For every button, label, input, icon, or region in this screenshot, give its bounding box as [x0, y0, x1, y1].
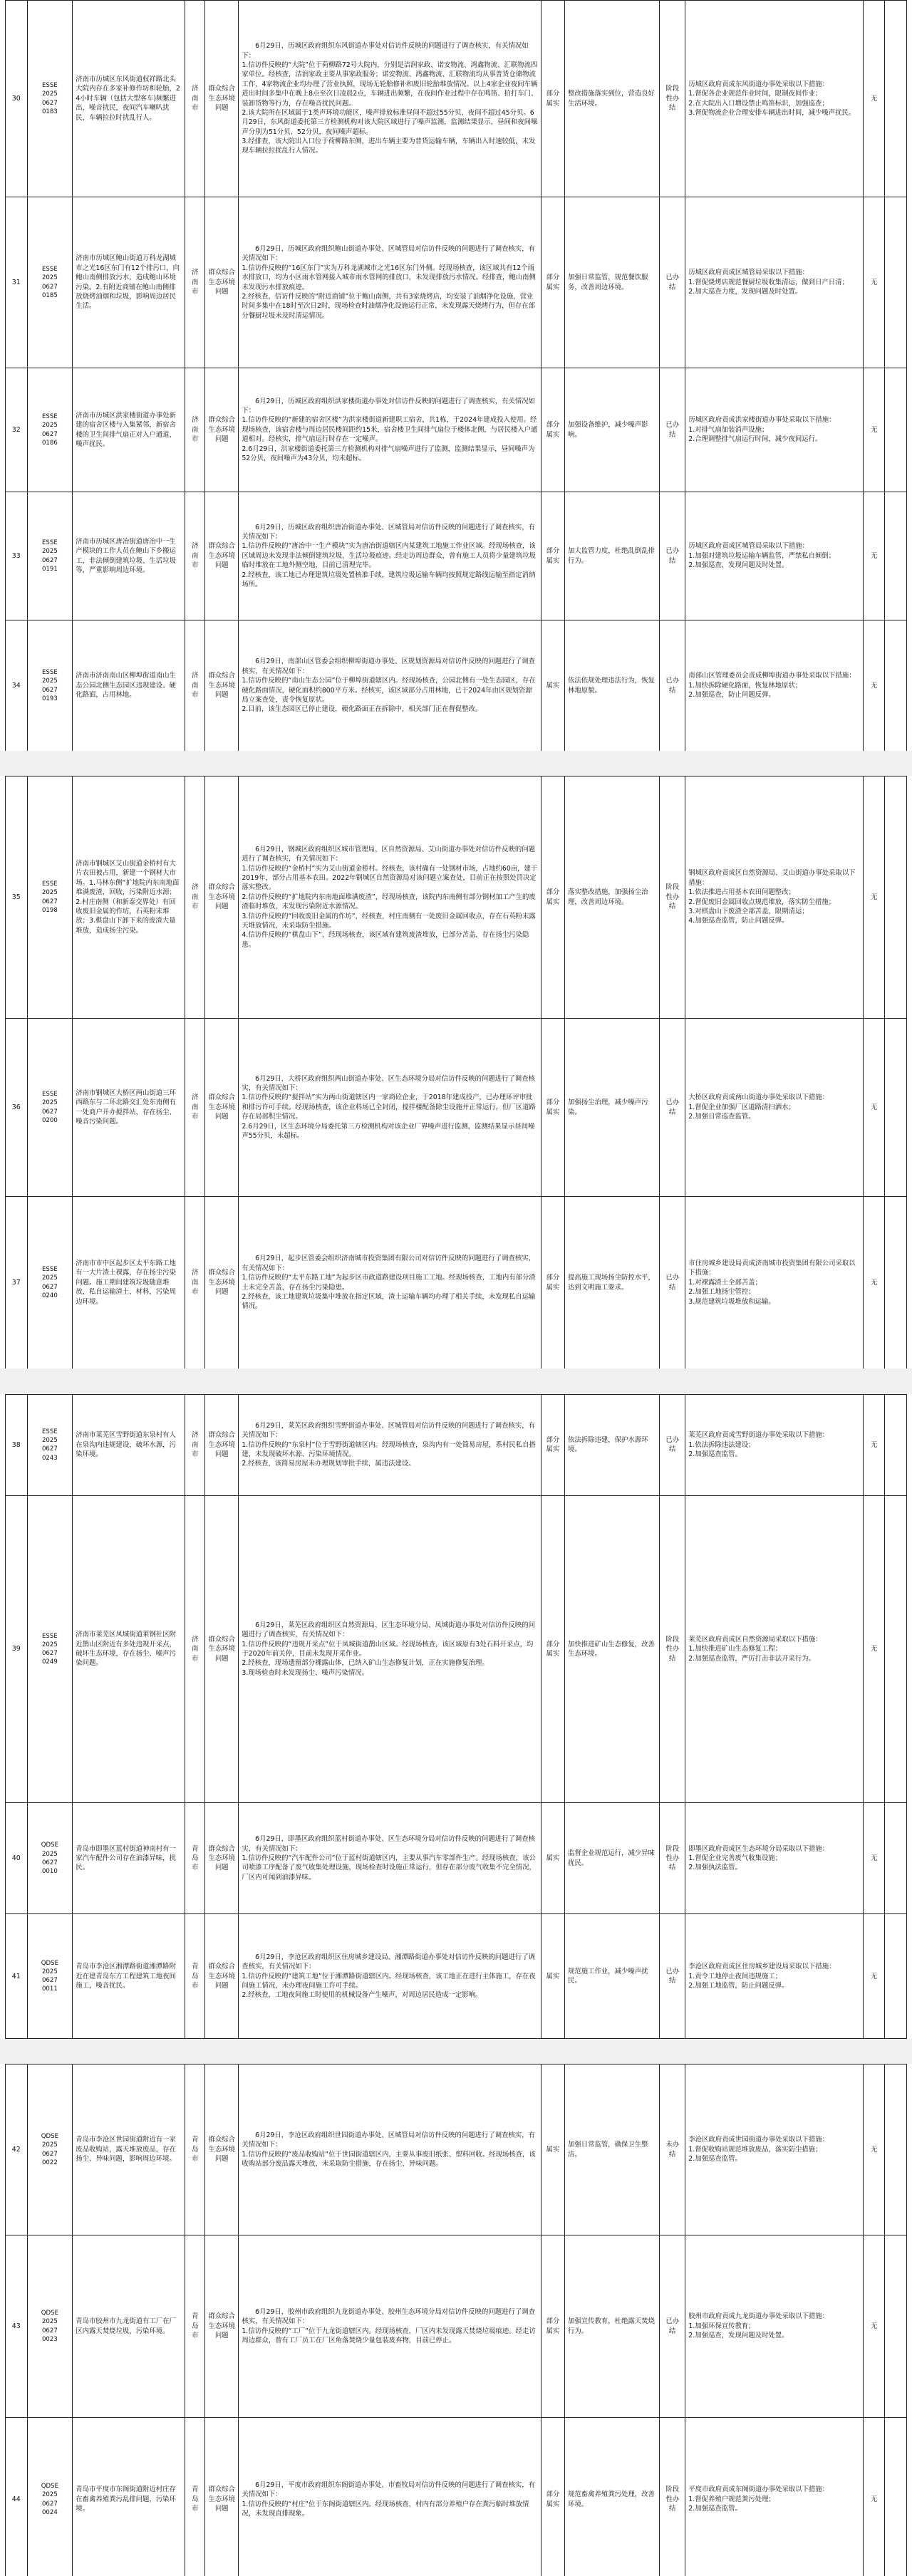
row-number: 31	[6, 197, 28, 368]
complaint-type: 群众综合生态环境问题	[205, 1495, 239, 1802]
complaint-content: 青岛市平度市东阁街道附近村庄存在畜禽养殖粪污乱排问题，污染环境。	[73, 2418, 185, 2576]
rectification-goal: 依法依规处理违法行为，恢复林地原貌。	[565, 620, 660, 752]
complaint-content: 济南市历城区唐冶街道唐冶中一生产模块的工作人员在鲍山下乡搬运工，非法倾倒建筑垃圾、生活垃圾等，严重影响周边环境。	[73, 492, 185, 620]
row-number: 34	[6, 620, 28, 752]
rectification-goal: 规范畜禽养殖粪污处理，改善环境。	[565, 2418, 660, 2576]
completion-status: 已办结	[660, 1019, 685, 1197]
completion-status: 阶段性办结	[660, 1495, 685, 1802]
investigation-result: 6月29日，历城区政府组织东风街道办事处对信访件反映的问题进行了调查核实，有关情况如下： 1.信访件反映的“大院”位于荷柳路72号大院内，分别是洁润家政、诺安物流、鸿鑫物流、汇联物流四家单位。经核查，洁润家政主要从事家政服务；诺安物流、鸿鑫物流、汇联物流均从事普货仓储物流工作，4家物流企业均办理了营业执照，现场无轮胎修补和废旧轮胎堆放情况。以上4家企业夜间车辆进出时间多集中在晚上8点至次日凌晨2点，车辆进出频繁，在夜间作业过程中存在鸣笛、拍打车门、装卸货物等行为，存在噪音扰民问题。 2.该大院所在区域属于1类声环境功能区，噪声排放标准昼间不超过55分贝、夜间不超过45分贝。6月29日，东风街道委托第三方检测机构对该大院区域进行了噪声监测，监测结果显示，昼间和夜间噪声分别为51分贝、52分贝，夜间噪声超标。 3.经排查，该大院出入口位于荷柳路东侧，进出车辆主要为普货运输车辆，车辆出入时速较低，未发现车辆拉拉扰乱行人情况。	[239, 1, 541, 197]
table-row	[6, 1019, 907, 1197]
city-name: 济南市	[185, 1395, 205, 1496]
truth-status: 部分属实	[541, 2418, 564, 2576]
case-code: QDSE 2025 0627 0011	[27, 1914, 73, 2039]
accountability: 无	[863, 620, 885, 752]
city-name: 青岛市	[185, 2235, 205, 2418]
truth-status: 部分属实	[541, 1197, 564, 1369]
case-code: ESSE 2025 0627 0240	[27, 1197, 73, 1369]
accountability-extra	[885, 2235, 907, 2418]
table-row	[6, 1914, 907, 2039]
investigation-result: 6月29日，起步区管委会组织济南城市投资集团有限公司对信访件反映的问题进行了调查核实，有关情况如下： 1.信访件反映的“太平东路工地”为起步区市政道路建设项目施工工地。经现场核查，工地内有部分渣土未完全苫盖，存在扬尘污染隐患。 2.经核查，该工地建筑垃圾集中堆放在指定区域，渣土运输车辆均办理了相关手续，未发现私自运输情况。	[239, 1197, 541, 1369]
row-number: 39	[6, 1495, 28, 1802]
table-row	[6, 1495, 907, 1802]
complaint-type: 群众综合生态环境问题	[205, 1019, 239, 1197]
truth-status: 部分属实	[541, 197, 564, 368]
case-code: ESSE 2025 0627 0191	[27, 492, 73, 620]
investigation-result: 6月29日，历城区政府组织唐冶街道办事处、区城管局对信访件反映的问题进行了调查核实，有关情况如下： 1.信访件反映的“唐冶中一生产模块”实为唐冶街道辖区内某建筑工地施工作业区域。经现场核查，该区域周边未发现非法倾倒建筑垃圾、生活垃圾痕迹。经走访周边群众，曾有施工人员将少量建筑垃圾临时堆放在工地外侧空地，目前已清理完毕。 2.经核查，该工地已办理建筑垃圾处置核准手续，建筑垃圾运输车辆均按照规定路线运输至指定消纳场所。	[239, 492, 541, 620]
complaint-content: 济南市莱芜区凤城街道莱钢社区附近鹊山区附近有多处违规开采点，破坏生态环境，存在扬尘、噪声污染问题。	[73, 1495, 185, 1802]
row-number: 33	[6, 492, 28, 620]
complaint-table	[5, 776, 907, 1368]
complaint-type: 群众综合生态环境问题	[205, 777, 239, 1019]
accountability: 无	[863, 368, 885, 492]
complaint-content: 济南市钢城区艾山街道金桥村有大片农田被占用，新建一个钢材大市场。1.马林东侧“扩地院内东南地面堆满废渣，回收，污染附近水源；2.村庄南侧（和新泰交界处）有回收废旧金属的作坊，石英粉末堆放；3.棋盘山下卸下来的废渣大量堆放，造成扬尘污染。	[73, 777, 185, 1019]
city-name: 济南市	[185, 777, 205, 1019]
city-name: 济南市	[185, 492, 205, 620]
rectification-goal: 落实整改措施，加强扬尘治理，改善周边环境。	[565, 777, 660, 1019]
rectification-goal: 加强日常监管，规范餐饮服务，改善周边环境。	[565, 197, 660, 368]
completion-status: 已办结	[660, 492, 685, 620]
truth-status: 属实	[541, 1803, 564, 1914]
truth-status: 部分属实	[541, 2235, 564, 2418]
complaint-type: 群众综合生态环境问题	[205, 492, 239, 620]
complaint-content: 济南市市中区起步区太平东路工地有一大片渣土裸露，存在扬尘污染问题。施工期间建筑垃圾随意堆放，私自运输渣土、材料，污染周边环境。	[73, 1197, 185, 1369]
complaint-content: 济南市钢城区大桥区两山街道三环西路东与二环北路交汇处东南侧有一处商户开办搅拌站，存在扬尘、噪音污染问题。	[73, 1019, 185, 1197]
truth-status: 属实	[541, 1914, 564, 2039]
complaint-content: 济南市历城区洪家楼街道办事处新建的宿舍区楼与入集紧邻，新宿舍楼的卫生间排气扇正对入户通道，噪声扰民。	[73, 368, 185, 492]
truth-status: 部分属实	[541, 1, 564, 197]
completion-status: 已办结	[660, 368, 685, 492]
table-row	[6, 2065, 907, 2235]
city-name: 济南市	[185, 1197, 205, 1369]
rectification-goal: 加快推进矿山生态修复，改善生态环境。	[565, 1495, 660, 1802]
accountability-extra	[885, 1803, 907, 1914]
table-row	[6, 1, 907, 197]
handling-measures: 即墨区政府责成区生态环境分局采取以下措施： 1.督促企业完善废气收集设施； 2.加强执法监管。	[685, 1803, 864, 1914]
handling-measures: 莱芜区政府责成雪野街道办事处采取以下措施： 1.依法拆除违法建设； 2.加强巡查监管。	[685, 1395, 864, 1496]
document-page	[0, 1394, 912, 2039]
city-name: 济南市	[185, 1019, 205, 1197]
handling-measures: 历城区政府责成区城管局采取以下措施： 1.加强对建筑垃圾运输车辆监管，严禁私自倾倒； 2.加强巡查，发现问题及时处置。	[685, 492, 864, 620]
completion-status: 已办结	[660, 1197, 685, 1369]
table-row	[6, 777, 907, 1019]
truth-status: 部分属实	[541, 1395, 564, 1496]
investigation-result: 6月29日，胶州市政府组织九龙街道办事处、胶州生态环境分局对信访件反映的问题进行了调查核实，有关情况如下： 1.信访件反映的“工厂”位于九龙街道辖区内。经现场核查，厂区内未发现露天焚烧垃圾痕迹。经走访周边群众，曾有工厂员工在厂区角落焚烧少量包装废弃物，目前已停止。	[239, 2235, 541, 2418]
complaint-type: 群众综合生态环境问题	[205, 197, 239, 368]
handling-measures: 平度市政府责成东阁街道办事处采取以下措施： 1.督促养殖户规范粪污处理； 2.加强巡查监管。	[685, 2418, 864, 2576]
complaint-content: 济南市济南南山区柳埠街道南山生态公园北侧生态园区违规建设、硬化路面，占用林地。	[73, 620, 185, 752]
accountability: 无	[863, 197, 885, 368]
case-code: QDSE 2025 0627 0022	[27, 2065, 73, 2235]
accountability: 无	[863, 1, 885, 197]
city-name: 青岛市	[185, 1914, 205, 2039]
completion-status: 已办结	[660, 1914, 685, 2039]
handling-measures: 钢城区政府责成区自然资源局、艾山街道办事处采取以下措施： 1.依法推进占用基本农田问题整改； 2.督促废旧金属回收点规范堆放，落实防尘措施； 3.对棋盘山下废渣全部苫盖，限期清运； 4.加强巡查监管，防止问题反弹。	[685, 777, 864, 1019]
document-page	[0, 2064, 912, 2576]
completion-status: 已办结	[660, 2235, 685, 2418]
accountability: 无	[863, 2235, 885, 2418]
investigation-result: 6月29日，南部山区管委会组织柳埠街道办事处、区规划资源局对信访件反映的问题进行了调查核实，有关情况如下： 1.信访件反映的“南山生态公园”位于柳埠街道辖区内。经现场核查，公园北侧有一处生态园区，存在硬化路面情况，硬化面积约800平方米。经核实，该区域部分占用林地，已于2024年由区规划资源局立案查处，责令恢复原状。 2.目前，该生态园区已停止建设，硬化路面正在拆除中，相关部门正在督促整改。	[239, 620, 541, 752]
city-name: 济南市	[185, 368, 205, 492]
complaint-content: 青岛市李沧区湘潭路街道湘潭路附近在建青岛东方工程建筑工地夜间施工，噪音扰民。	[73, 1914, 185, 2039]
rectification-goal: 规范施工作业，减少噪声扰民。	[565, 1914, 660, 2039]
completion-status: 未办结	[660, 2065, 685, 2235]
truth-status: 属实	[541, 2065, 564, 2235]
truth-status: 部分属实	[541, 1019, 564, 1197]
complaint-type: 群众综合生态环境问题	[205, 1, 239, 197]
handling-measures: 李沧区政府责成世园街道办事处采取以下措施： 1.督促收购站规范堆放废品，落实防尘措施； 2.加强巡查监管。	[685, 2065, 864, 2235]
row-number: 41	[6, 1914, 28, 2039]
rectification-goal: 提高施工现场扬尘防控水平，达到文明施工要求。	[565, 1197, 660, 1369]
row-number: 44	[6, 2418, 28, 2576]
completion-status: 阶段性办结	[660, 777, 685, 1019]
city-name: 济南市	[185, 620, 205, 752]
accountability-extra	[885, 620, 907, 752]
complaint-content: 济南市历城区鲍山街道万科龙湖城市之光16区东门有12个排污口，向鲍山南侧排放污水，造成鲍山环境污染。2.有附近商铺在鲍山南侧排放烧烤油烟和垃圾，影响周边居民生活。	[73, 197, 185, 368]
city-name: 青岛市	[185, 2418, 205, 2576]
rectification-goal: 加强扬尘治理，减少噪声污染。	[565, 1019, 660, 1197]
accountability-extra	[885, 492, 907, 620]
truth-status: 部分属实	[541, 492, 564, 620]
accountability-extra	[885, 197, 907, 368]
case-code: QDSE 2025 0627 0023	[27, 2235, 73, 2418]
row-number: 30	[6, 1, 28, 197]
accountability: 无	[863, 2065, 885, 2235]
complaint-table	[5, 2064, 907, 2576]
complaint-type: 群众综合生态环境问题	[205, 1395, 239, 1496]
row-number: 32	[6, 368, 28, 492]
investigation-result: 6月29日，李沧区政府组织世园街道办事处、区城管局对信访件反映的问题进行了调查核实，有关情况如下： 1.信访件反映的“废品收购站”位于世园街道辖区内，主要从事废旧纸张、塑料回收。经现场核查，该收购站部分废品露天堆放，未采取防尘措施，存在扬尘、异味问题。	[239, 2065, 541, 2235]
complaint-content: 济南市莱芜区雪野街道东泉村有人在泉沟内违规建设，破坏水源，污染环境。	[73, 1395, 185, 1496]
rectification-goal: 加强设备维护，减少噪声影响。	[565, 368, 660, 492]
completion-status: 已办结	[660, 620, 685, 752]
complaint-content: 青岛市胶州市九龙街道有工厂在厂区内露天焚烧垃圾，污染环境。	[73, 2235, 185, 2418]
case-code: ESSE 2025 0627 0193	[27, 620, 73, 752]
completion-status: 已办结	[660, 197, 685, 368]
case-code: ESSE 2025 0627 0186	[27, 368, 73, 492]
accountability-extra	[885, 1395, 907, 1496]
case-code: QDSE 2025 0627 0024	[27, 2418, 73, 2576]
case-code: ESSE 2025 0627 0249	[27, 1495, 73, 1802]
complaint-type: 群众综合生态环境问题	[205, 2418, 239, 2576]
row-number: 43	[6, 2235, 28, 2418]
complaint-table	[5, 1394, 907, 2039]
row-number: 38	[6, 1395, 28, 1496]
table-row	[6, 2235, 907, 2418]
rectification-goal: 加强日常监管，确保卫生整洁。	[565, 2065, 660, 2235]
investigation-result: 6月29日，大桥区政府组织两山街道办事处、区生态环境分局对信访件反映的问题进行了调查核实，有关情况如下： 1.信访件反映的“搅拌站”实为两山街道辖区内一家商砼企业，于2018年建成投产，已办理环评审批和排污许可手续。经现场核查，该企业料场已全封闭，搅拌楼配备除尘设施并正常运行，但厂区道路存在局部积尘情况。 2.6月29日，区生态环境分局委托第三方检测机构对该企业厂界噪声进行监测，监测结果显示昼间噪声55分贝，未超标。	[239, 1019, 541, 1197]
complaint-type: 群众综合生态环境问题	[205, 1803, 239, 1914]
case-code: ESSE 2025 0627 0243	[27, 1395, 73, 1496]
investigation-result: 6月29日，李沧区政府组织区住房城乡建设局、湘潭路街道办事处对信访件反映的问题进行了调查核实，有关情况如下： 1.信访件反映的“建筑工地”位于湘潭路街道辖区内。经现场核查，该工地正在进行主体施工，存在夜间施工情况，未办理夜间施工许可手续。 2.经核查，工地夜间施工时使用的机械设备产生噪声，对周边居民造成一定影响。	[239, 1914, 541, 2039]
accountability: 无	[863, 2418, 885, 2576]
table-row	[6, 492, 907, 620]
complaint-type: 群众综合生态环境问题	[205, 1197, 239, 1369]
rectification-goal: 依法拆除违建，保护水源环境。	[565, 1395, 660, 1496]
complaint-type: 群众综合生态环境问题	[205, 2065, 239, 2235]
city-name: 济南市	[185, 1495, 205, 1802]
completion-status: 阶段性办结	[660, 2418, 685, 2576]
city-name: 青岛市	[185, 1803, 205, 1914]
investigation-result: 6月29日，莱芜区政府组织区自然资源局、区生态环境分局、凤城街道办事处对信访件反映的问题进行了调查核实，有关情况如下： 1.信访件反映的“违规开采点”位于凤城街道鹊山区域。经现场核查，该区域原有3处石料开采点，均于2020年前关停，目前未发现开采作业。 2.经核查，现场遗留部分裸露山体，已纳入矿山生态修复计划，正在实施修复治理。 3.现场检查时未发现扬尘、噪声污染情况。	[239, 1495, 541, 1802]
complaint-type: 群众综合生态环境问题	[205, 2235, 239, 2418]
investigation-result: 6月29日，历城区政府组织鲍山街道办事处、区城管局对信访件反映的问题进行了调查核实，有关情况如下： 1.信访件反映的“16区东门”实为万科龙湖城市之光16区东门外侧。经现场核查，该区域共有12个雨水排放口，均为小区雨水管网接入城市雨水管网的排放口，未发现排放污水情况。经排查，鲍山南侧未发现污水排放痕迹。 2.经核查，信访件反映的“附近商铺”位于鲍山南侧，共有3家烧烤店，均安装了油烟净化设施，营业时间多集中在18时至次日2时，现场检查时油烟净化设施运行正常，未发现露天烧烤行为，但存在部分餐厨垃圾未及时清运情况。	[239, 197, 541, 368]
accountability: 无	[863, 777, 885, 1019]
table-row	[6, 620, 907, 752]
accountability-extra	[885, 2065, 907, 2235]
accountability: 无	[863, 1914, 885, 2039]
complaint-content: 济南市历城区东风街道权祥路北头大院内存在多家补修作坊和轮胎，24小时车辆（包括大型客车)频繁进出，噪音扰民，夜间汽车喇叭扰民，车辆拉拉时扰乱行人。	[73, 1, 185, 197]
table-row	[6, 197, 907, 368]
complaint-content: 青岛市李沧区世园街道附近有一家废品收购站，露天堆放废品，存在扬尘、异味问题，影响周边环境。	[73, 2065, 185, 2235]
handling-measures: 历城区政府责成东风街道办事处采取以下措施： 1.督促各企业规范作业时间，限制夜间作业； 2.在大院出入口增设禁止鸣笛标识，加强巡查； 3.督促物流企业合理安排车辆进出时间，减少噪声扰民。	[685, 1, 864, 197]
case-code: ESSE 2025 0627 0198	[27, 777, 73, 1019]
accountability-extra	[885, 1019, 907, 1197]
accountability: 无	[863, 1803, 885, 1914]
case-code: ESSE 2025 0627 0185	[27, 197, 73, 368]
rectification-goal: 加强宣传教育，杜绝露天焚烧行为。	[565, 2235, 660, 2418]
row-number: 36	[6, 1019, 28, 1197]
case-code: QDSE 2025 0627 0010	[27, 1803, 73, 1914]
completion-status: 阶段性办结	[660, 1803, 685, 1914]
truth-status: 属实	[541, 620, 564, 752]
accountability-extra	[885, 777, 907, 1019]
truth-status: 部分属实	[541, 1495, 564, 1802]
handling-measures: 市住房城乡建设局责成济南城市投资集团有限公司采取以下措施： 1.对裸露渣土全部苫盖； 2.加强工地扬尘管控； 3.规范建筑垃圾堆放和运输。	[685, 1197, 864, 1369]
table-row	[6, 1197, 907, 1369]
city-name: 青岛市	[185, 2065, 205, 2235]
handling-measures: 历城区政府责成区城管局采取以下措施： 1.督促烧烤店规范餐厨垃圾收集清运，做到日产日清； 2.加大巡查力度，发现问题及时处置。	[685, 197, 864, 368]
truth-status: 部分属实	[541, 368, 564, 492]
row-number: 40	[6, 1803, 28, 1914]
handling-measures: 南部山区管理委员会责成柳埠街道办事处采取以下措施： 1.加快拆除硬化路面，恢复林地原状； 2.加强巡查，防止问题反弹。	[685, 620, 864, 752]
accountability-extra	[885, 368, 907, 492]
row-number: 37	[6, 1197, 28, 1369]
complaint-content: 青岛市即墨区蓝村街道神南村有一家汽车配件公司存在油漆异味，扰民。	[73, 1803, 185, 1914]
city-name: 济南市	[185, 197, 205, 368]
accountability: 无	[863, 492, 885, 620]
truth-status: 部分属实	[541, 777, 564, 1019]
table-row	[6, 368, 907, 492]
document-page	[0, 0, 912, 751]
accountability: 无	[863, 1019, 885, 1197]
handling-measures: 莱芜区政府责成区自然资源局采取以下措施： 1.加快推进矿山生态修复工程； 2.加强巡查监管，严厉打击非法开采行为。	[685, 1495, 864, 1802]
document-page	[0, 776, 912, 1368]
handling-measures: 胶州市政府责成九龙街道办事处采取以下措施： 1.加强环保宣传教育； 2.加强巡查，发现问题及时处置。	[685, 2235, 864, 2418]
complaint-type: 群众综合生态环境问题	[205, 620, 239, 752]
complaint-table	[5, 0, 907, 751]
completion-status: 阶段性办结	[660, 1, 685, 197]
case-code: ESSE 2025 0627 0183	[27, 1, 73, 197]
handling-measures: 李沧区政府责成区住房城乡建设局采取以下措施： 1.责令工地停止夜间违规施工； 2.加强工地监管，防止问题反弹。	[685, 1914, 864, 2039]
accountability: 无	[863, 1495, 885, 1802]
handling-measures: 历城区政府责成洪家楼街道办事处采取以下措施： 1.对排气扇加装消声设施； 2.合理调整排气扇运行时间，减少夜间运行。	[685, 368, 864, 492]
accountability-extra	[885, 2418, 907, 2576]
row-number: 42	[6, 2065, 28, 2235]
complaint-type: 群众综合生态环境问题	[205, 368, 239, 492]
investigation-result: 6月29日，钢城区政府组织区城市管理局、区自然资源局、艾山街道办事处对信访件反映的问题进行了调查核实，有关情况如下： 1.信访件反映的“金桥村”实为艾山街道金桥村。经核查，该村确有一处钢材市场，占地约60亩，建于2019年，部分占用基本农田。2022年钢城区自然资源局对该问题立案查处，目前正在按照处罚决定落实整改。 2.信访件反映的“扩地院内东南地面堆满废渣”，经现场核查，该院内东南侧有部分钢材加工产生的废渣临时堆放，未发现污染附近水源情况。 3.信访件反映的“回收废旧金属的作坊”，经核查，村庄南侧有一处废旧金属回收点，存在石英粉末露天堆放情况，未采取防尘措施。 4.信访件反映的“棋盘山下”，经现场核查，该区域有建筑废渣堆放，已部分苫盖，存在扬尘污染隐患。	[239, 777, 541, 1019]
accountability: 无	[863, 1197, 885, 1369]
rectification-goal: 加大监管力度，杜绝乱倒乱排行为。	[565, 492, 660, 620]
table-row	[6, 1395, 907, 1496]
rectification-goal: 整改措施落实到位，营造良好生活环境。	[565, 1, 660, 197]
table-row	[6, 2418, 907, 2576]
complaint-type: 群众综合生态环境问题	[205, 1914, 239, 2039]
row-number: 35	[6, 777, 28, 1019]
investigation-result: 6月29日，莱芜区政府组织雪野街道办事处、区城管局对信访件反映的问题进行了调查核实，有关情况如下： 1.信访件反映的“东泉村”位于雪野街道辖区内。经现场核查，泉沟内有一处简易房屋，系村民私自搭建，未发现破坏水源、污染环境情况。 2.经核查，该简易房屋未办理规划审批手续，属违法建设。	[239, 1395, 541, 1496]
table-row	[6, 1803, 907, 1914]
handling-measures: 大桥区政府责成两山街道办事处采取以下措施： 1.督促企业加强厂区道路清扫洒水； 2.加强日常巡查监管。	[685, 1019, 864, 1197]
city-name: 济南市	[185, 1, 205, 197]
accountability: 无	[863, 1395, 885, 1496]
investigation-result: 6月29日，平度市政府组织东阁街道办事处、市畜牧局对信访件反映的问题进行了调查核实，有关情况如下： 1.信访件反映的“村庄”位于东阁街道辖区内。经现场核查，村内有部分养殖户存在粪污临时堆放情况，未发现直排现象。	[239, 2418, 541, 2576]
accountability-extra	[885, 1197, 907, 1369]
investigation-result: 6月29日，历城区政府组织洪家楼街道办事处对信访件反映的问题进行了调查核实，有关情况如下： 1.信访件反映的“新建的宿舍区楼”为洪家楼街道新建职工宿舍，共1栋，于2024年建成投入使用。经现场核查，该宿舍楼与周边居民楼间距约15米，宿舍楼卫生间排气扇位于楼体北侧，与居民楼入户通道相对。经核实，排气扇运行时存在一定噪声。 2.6月29日，洪家楼街道委托第三方检测机构对排气扇噪声进行了监测，监测结果显示，昼间噪声为52分贝，夜间噪声为43分贝，均未超标。	[239, 368, 541, 492]
completion-status: 已办结	[660, 1395, 685, 1496]
case-code: ESSE 2025 0627 0200	[27, 1019, 73, 1197]
accountability-extra	[885, 1495, 907, 1802]
rectification-goal: 监督企业规范运行，减少异味扰民。	[565, 1803, 660, 1914]
accountability-extra	[885, 1914, 907, 2039]
investigation-result: 6月29日，即墨区政府组织蓝村街道办事处、区生态环境分局对信访件反映的问题进行了调查核实，有关情况如下： 1.信访件反映的“汽车配件公司”位于蓝村街道辖区内，主要从事汽车零部件生产。经现场核查，该公司喷漆工序配备了废气收集处理设施，现场检查时设施正常运行，但存在部分废气收集不完全情况，厂区内可闻到油漆异味。	[239, 1803, 541, 1914]
accountability-extra	[885, 1, 907, 197]
